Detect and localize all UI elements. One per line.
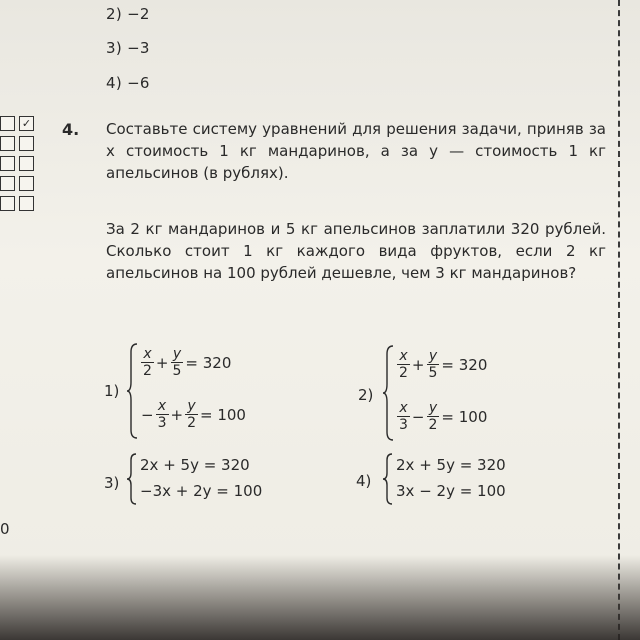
- answer-checkbox-grid: [0, 116, 34, 216]
- page-number: 0: [0, 520, 10, 538]
- option-1-eq2: − $\frac{x}{3}$ + $\frac{y}{2}$ = 100: [141, 398, 246, 431]
- option-1-eq1: $\frac{x}{2}$ + $\frac{y}{5}$ = 320: [143, 346, 232, 379]
- option-1-label: 1): [104, 382, 120, 400]
- checkbox[interactable]: [0, 176, 15, 191]
- checkbox[interactable]: [19, 196, 34, 211]
- checkbox[interactable]: [0, 116, 15, 131]
- checkbox[interactable]: [0, 136, 15, 151]
- prev-answer-3: 3) −3: [106, 39, 150, 57]
- brace-icon: [126, 452, 138, 506]
- option-4-eq1: 2x + 5y = 320: [396, 456, 506, 474]
- option-3-system[interactable]: [126, 452, 286, 508]
- option-2-label: 2): [358, 386, 374, 404]
- option-3-eq2: −3x + 2y = 100: [140, 482, 263, 500]
- brace-icon: [382, 452, 394, 506]
- option-2-eq1: $\frac{x}{2}$ + $\frac{y}{5}$ = 320: [399, 348, 488, 381]
- cut-line: [618, 0, 620, 640]
- option-4-label: 4): [356, 472, 372, 490]
- checked-checkbox[interactable]: ✓: [19, 116, 34, 131]
- brace-icon: [126, 342, 140, 440]
- question-intro: [106, 118, 606, 184]
- prev-answer-2: 2) −2: [106, 5, 150, 23]
- option-3-eq1: 2x + 5y = 320: [140, 456, 250, 474]
- question-problem-text: За 2 кг мандаринов и 5 кг апельсинов заплатили 320 рублей. Сколько стоит 1 кг каждого вида фруктов, если 2 кг апельсинов на 100 рублей дешевле, чем 3 кг мандаринов?: [106, 220, 606, 282]
- option-2-system[interactable]: [382, 344, 532, 444]
- option-1-system[interactable]: [126, 342, 276, 442]
- checkbox[interactable]: [19, 176, 34, 191]
- checkbox[interactable]: [0, 156, 15, 171]
- brace-icon: [382, 344, 396, 442]
- checkbox[interactable]: [19, 156, 34, 171]
- option-3-label: 3): [104, 474, 120, 492]
- option-2-eq2: $\frac{x}{3}$ − $\frac{y}{2}$ = 100: [399, 400, 488, 433]
- question-problem: [106, 218, 606, 284]
- question-intro-text: Составьте систему уравнений для решения задачи, приняв за x стоимость 1 кг мандаринов, а за y — стоимость 1 кг апельсинов (в рублях).: [106, 120, 606, 182]
- checkbox[interactable]: [19, 136, 34, 151]
- prev-answer-4: 4) −6: [106, 74, 150, 92]
- question-number: 4.: [62, 120, 80, 139]
- option-4-eq2: 3x − 2y = 100: [396, 482, 506, 500]
- checkbox[interactable]: [0, 196, 15, 211]
- photo-shadow: [0, 555, 640, 640]
- option-4-system[interactable]: [382, 452, 542, 508]
